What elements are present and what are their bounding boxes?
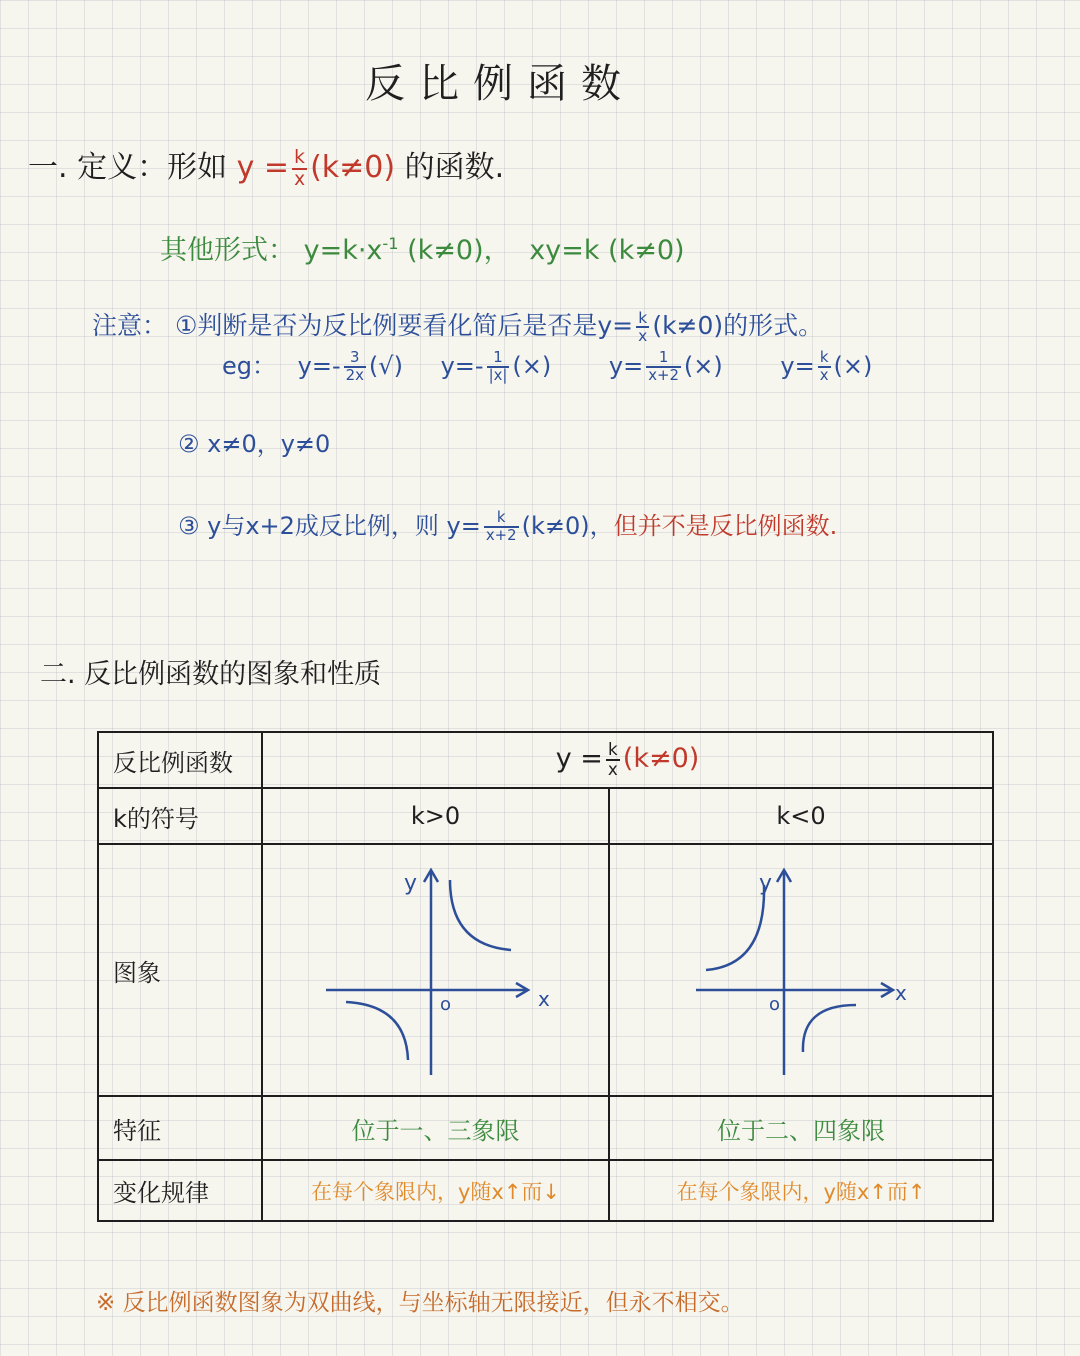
graph-k-positive xyxy=(316,860,556,1080)
example-1: y=- $\frac{3}{2x}$ (√) xyxy=(297,348,403,384)
table-row-trend xyxy=(98,1160,993,1221)
note-3: ③ y与x+2成反比例，则 y= $\frac{k}{x+2}$ (k≠0)，但并不是反比例函数. xyxy=(178,508,838,544)
origin-label: o xyxy=(439,994,451,1015)
note-1: 注意： ①判断是否为反比例要看化简后是否是y= $\frac{k}{x}$ (k≠0)的形式。 xyxy=(92,308,824,345)
example-2: y=- $\frac{1}{|x|}$ (×) xyxy=(440,348,552,384)
examples-row xyxy=(222,346,872,384)
graph-cell-positive xyxy=(262,844,609,1096)
x-axis-label: x xyxy=(895,981,907,1005)
definition-line xyxy=(28,142,504,189)
x-axis-label: x xyxy=(537,987,550,1011)
feature-negative: 位于二、四象限 xyxy=(609,1096,993,1160)
row-label-sign: k的符号 xyxy=(98,788,262,844)
graph-cell-negative xyxy=(609,844,993,1096)
example-4: y= $\frac{k}{x}$ (×) xyxy=(780,348,873,384)
hyperbola-branch-q2 xyxy=(706,885,764,970)
sign-positive: k>0 xyxy=(262,788,609,844)
sign-negative: k<0 xyxy=(609,788,993,844)
example-3: y= $\frac{1}{x+2}$ (×) xyxy=(608,348,723,384)
table-row-function xyxy=(98,732,993,788)
origin-label: o xyxy=(769,994,781,1015)
feature-positive: 位于一、三象限 xyxy=(262,1096,609,1160)
other-forms: 其他形式： $y=k\cdot x^{-1}$ (k≠0)， xy=k (k≠0) xyxy=(160,234,685,266)
hyperbola-branch-q4 xyxy=(803,1005,856,1052)
hyperbola-branch-q1 xyxy=(450,880,511,950)
trend-negative: 在每个象限内，y随x↑而↑ xyxy=(609,1160,993,1221)
row-label-graph: 图象 xyxy=(98,844,262,1096)
table-row-feature xyxy=(98,1096,993,1160)
row-label-feature: 特征 xyxy=(98,1096,262,1160)
y-axis-label: y xyxy=(403,871,417,896)
properties-table xyxy=(97,731,994,1222)
eg-label: eg： xyxy=(222,352,276,380)
note-3-warning: 但并不是反比例函数. xyxy=(613,512,838,540)
definition-heading: 一. 定义：形如 xyxy=(28,150,228,185)
definition-suffix: 的函数. xyxy=(404,150,505,185)
notes-label: 注意： xyxy=(92,311,168,340)
section-2-heading: 二. 反比例函数的图象和性质 xyxy=(40,659,382,690)
row-label-trend: 变化规律 xyxy=(98,1160,262,1221)
trend-positive: 在每个象限内，y随x↑而↓ xyxy=(262,1160,609,1221)
function-formula: y = $\frac{k}{x}$ (k≠0) xyxy=(262,732,993,788)
graph-k-negative xyxy=(681,860,921,1080)
note-2: ② x≠0，y≠0 xyxy=(178,430,331,458)
definition-fraction: $\frac{k}{x}$ xyxy=(294,146,306,190)
page-title: 反比例函数 xyxy=(365,61,635,107)
table-row-graph xyxy=(98,844,993,1096)
definition-formula: y = $\frac{k}{x}$ (k≠0) xyxy=(236,146,396,190)
hyperbola-branch-q3 xyxy=(346,1002,408,1060)
row-label-function: 反比例函数 xyxy=(98,732,262,788)
y-axis-label: y xyxy=(759,871,773,896)
footnote: ※ 反比例函数图象为双曲线，与坐标轴无限接近，但永不相交。 xyxy=(96,1290,744,1316)
table-row-sign xyxy=(98,788,993,844)
